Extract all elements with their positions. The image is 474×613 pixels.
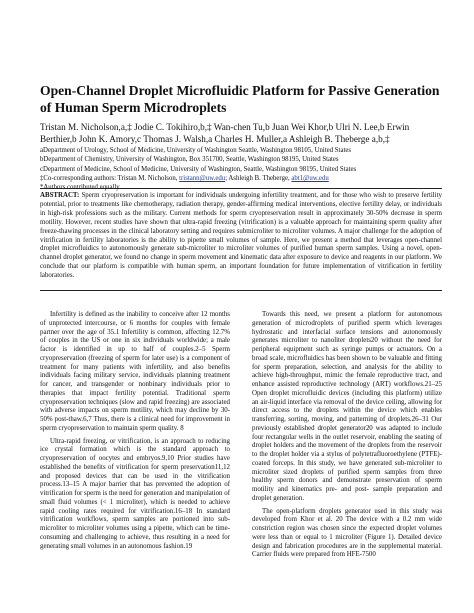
body-column-left xyxy=(40,311,230,551)
equal-contribution-note: *Authors contributed equally xyxy=(40,184,120,192)
abstract-bottom-rule xyxy=(40,290,442,291)
email-link-theberge[interactable]: abt1@uw.edu xyxy=(291,174,329,182)
body-paragraph: Infertility is defined as the inability to conceive after 12 months of unprotected intercourse, or 6 months for couples with female partner over the age of 35.1 Infertility is common, affecting 12.7% of couples in the US or one in six individuals worldwide; a male factor is identified in up to half of couples.2–5 Sperm cryopreservation (freezing of sperm for later use) is a component of treatment for many patients with infertility, and also benefits individuals facing military service, individuals planning treatment for cancer, and transgender or nonbinary individuals prior to therapies that impact fertility potential. Traditional sperm cryopreservation techniques (slow and rapid freezing) are associated with adverse impacts on sperm motility, which may decline by 30-50% post-thaw.6,7 Thus, there is a clinical need for improvement in sperm cryopreservation to maintain sperm quality. 8 xyxy=(40,311,230,432)
corresponding-mid: ; Ashleigh B. Theberge, xyxy=(225,174,292,182)
authors-line-2: Berthier,b John K. Amory,c Thomas J. Walsh,a Charles H. Muller,a Ashleigh B. Theberge a,b,‡ xyxy=(40,134,390,145)
corresponding-prefix: ‡Co-corresponding authors: Tristan M. Nicholson, xyxy=(40,174,180,182)
paper-title xyxy=(40,82,440,116)
affiliations xyxy=(40,146,460,192)
title-line-1: Open-Channel Droplet Microfluidic Platform for Passive Generation xyxy=(40,83,440,98)
body-paragraph: The open-platform droplets generator used in this study was developed from Khor et al. 20 The device with a 0.2 mm wide constriction region was chosen since the expected droplet volumes were less than or equal to 1 microliter (Figure 1). Detailed device design and fabrication procedures are in the supplemental material. Carrier fluids were prepared from HFE-7500 xyxy=(252,507,442,559)
body-paragraph: Ultra-rapid freezing, or vitrification, is an approach to reducing ice crystal formation which is the standard approach to cryopreservation of oocytes and embryos.9,10 Prior studies have established the benefits of vitrification for sperm preservation11,12 and proposed devices that can be used in the vitrification process.13–15 A major barrier that has prevented the adoption of vitrification for sperm is the need for generation and manipulation of small fluid volumes (< 1 microliter), which is needed to achieve rapid cooling rates required for vitrification.16–18 In standard vitrification workflows, sperm samples are portioned into sub-microliter to microliter volumes using a pipette, which can be time-consuming and challenging to achieve, thus resulting in a need for generating small volumes in an autonomous fashion.19 xyxy=(40,437,230,550)
corresponding-authors xyxy=(40,174,460,183)
author-list xyxy=(40,121,445,146)
body-column-right xyxy=(252,311,442,560)
email-link-nicholson[interactable]: tristann@uw.edu xyxy=(179,174,226,182)
affiliation-urology: aDepartment of Urology, School of Medicine, University of Washington Seattle, Washington 98105, United States xyxy=(40,147,352,154)
abstract-label: ABSTRACT: xyxy=(40,192,80,199)
affiliation-medicine: cDepartment of Medicine, School of Medicine, University of Washington, Seattle, Washington 98195, United States xyxy=(40,165,357,173)
body-paragraph: Towards this need, we present a platform for autonomous generation of microdroplets of purified sperm which leverages hydrostatic and interfacial surface tensions and autonomously generates microliter to nanoliter droplets20 without the need for peripheral equipment such as syringe pumps or actuators. On a broad scale, microfluidics has been shown to be valuable and fitting for sperm preparation, selection, and analysis for the ability to achieve high-throughput, mimic the female reproductive tract, and enhance assisted reproductive technology (ART) workflows.21–25 Open droplet microfluidic devices (including this platform) utilize an air-liquid interface via removal of the device ceiling, allowing for direct access to the droplets within the device which enables transferring, sorting, moving, and patterning of droplets.26–31 Our previously established droplet generator20 was adapted to include four rectangular wells in the outlet reservoir, enabling the seating of droplet holders and the movement of the droplets from the reservoir to the droplet holder via a stylus of polytetrafluoroethylene (PTFE)-coated forceps. In this study, we have generated sub-microliter to microliter sized droplets of purified sperm samples from three healthy sperm donors and demonstrate preservation of sperm motility and kinematics pre- and post- sample preparation and droplet generation. xyxy=(252,311,442,502)
authors-line-1: Tristan M. Nicholson,a,‡ Jodie C. Tokihiro,b,‡ Wan-chen Tu,b Juan Wei Khor,b Ulri N. Lee,b Erwin xyxy=(40,122,410,132)
affiliation-chemistry: bDepartment of Chemistry, University of Washington, Box 351700, Seattle, Washington 98195, United States xyxy=(40,156,339,164)
title-line-2: of Human Sperm Microdroplets xyxy=(40,100,227,115)
abstract-text: Sperm cryopreservation is important for individuals undergoing infertility treatment, and for those who wish to preserve fertility potential, prior to treatments like chemotherapy, radiation therapy, gender-affirming medical interventions, elective fertility delay, or individuals in high-risk professions such as the military. Current methods for sperm cryopreservation result in approximately 30-50% decrease in sperm motility. However, recent studies have shown that ultra-rapid freezing (vitrification) is a valuable approach for maintaining sperm quality after freeze-thawing processes in the clinical laboratory setting and requires submicroliter to microliter volumes. A major challenge for the adoption of vitrification in fertility laboratories is the ability to pipette small volumes of sample. Here, we present a method that leverages open-channel droplet microfluidics to autonomously generate sub-microliter to microliter volumes of purified human sperm samples. Using a novel, open-channel droplet generator, we found no change in sperm movement and kinematic data after exposure to device and reagents in our platform. We conclude that our platform is compatible with human sperm, an important foundation for future implementation of vitrification in fertility laboratories. xyxy=(40,192,442,280)
abstract xyxy=(40,192,442,281)
abstract-top-rule xyxy=(40,188,442,189)
